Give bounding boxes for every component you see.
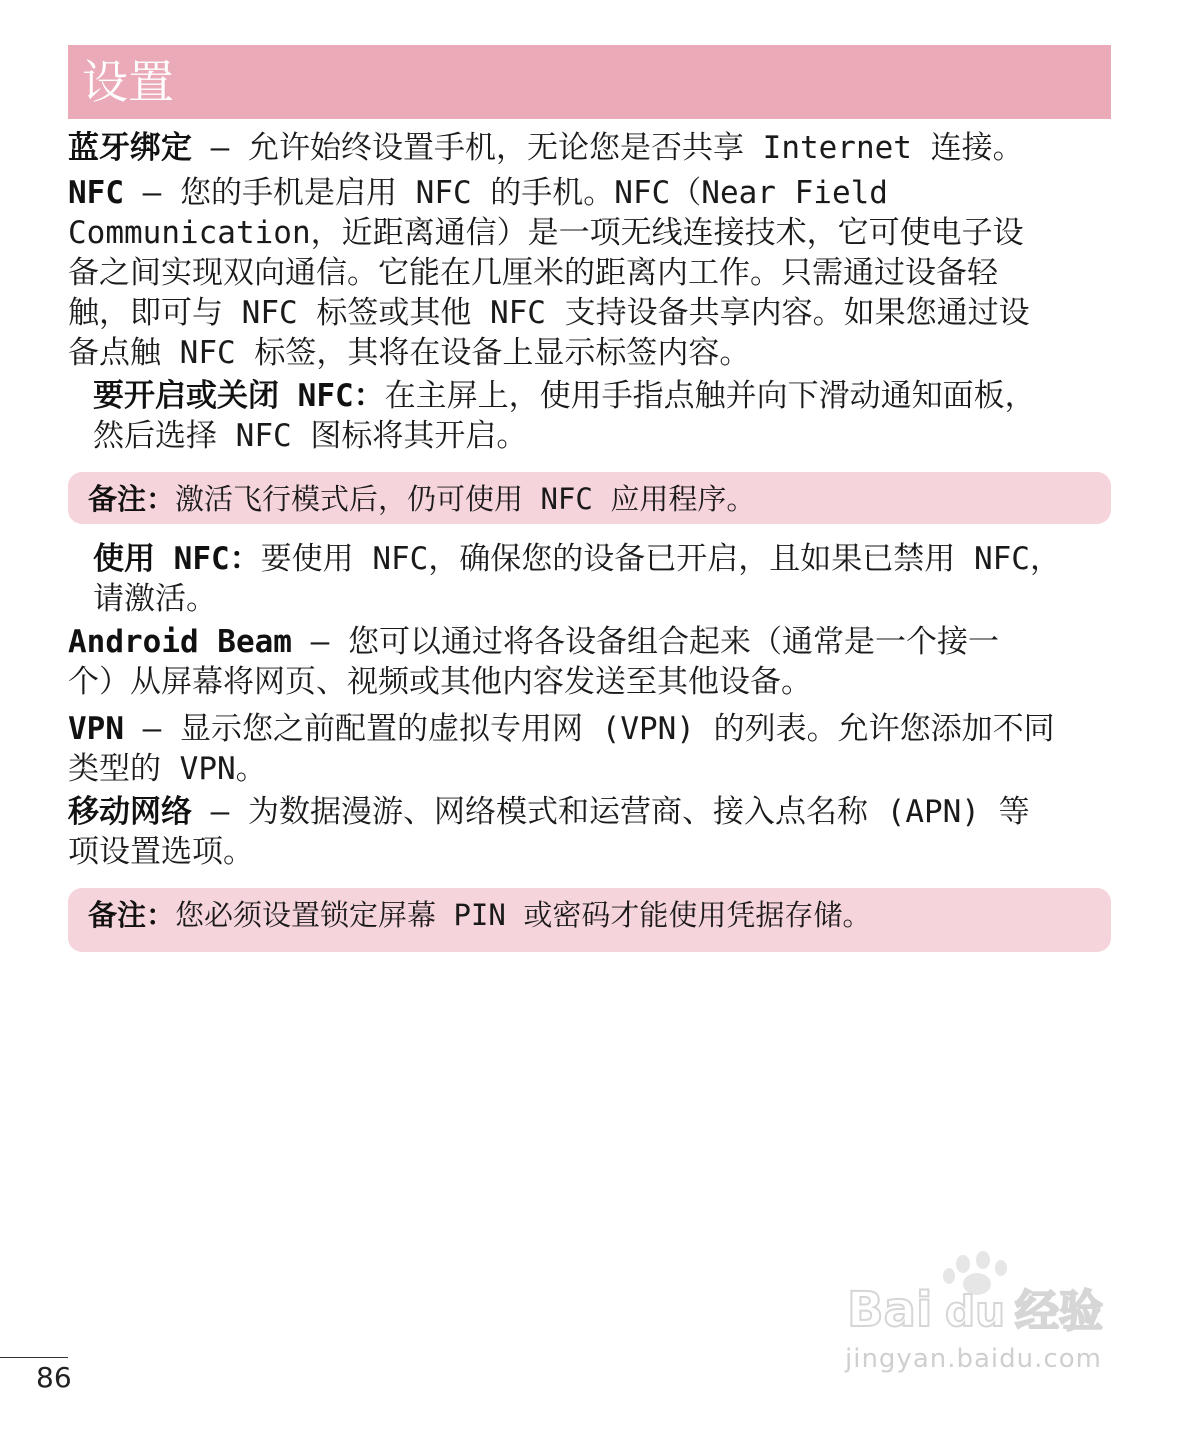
nfc-text-1: – 您的手机是启用 NFC 的手机。NFC（Near Field (124, 175, 888, 211)
section-header (68, 45, 1111, 119)
android-beam-text-2: 个）从屏幕将网页、视频或其他内容发送至其他设备。 (68, 664, 812, 700)
baidu-watermark-logo (845, 1250, 1120, 1335)
nfc-toggle-text-1: 在主屏上，使用手指点触并向下滑动通知面板， (384, 378, 1036, 414)
mobile-network-item (68, 792, 1111, 872)
note-1-text: 激活飞行模式后，仍可使用 NFC 应用程序。 (175, 482, 756, 516)
mobile-network-text-2: 项设置选项。 (68, 834, 254, 870)
nfc-toggle-item (93, 376, 1111, 456)
android-beam-term: Android Beam (68, 624, 292, 660)
mobile-network-text-1: – 为数据漫游、网络模式和运营商、接入点名称 (APN) 等 (192, 794, 1030, 830)
page-title: 设置 (82, 55, 174, 109)
nfc-use-text-2: 请激活。 (93, 581, 217, 617)
nfc-text-5: 备点触 NFC 标签，其将在设备上显示标签内容。 (68, 335, 751, 371)
page-number: 86 (36, 1361, 72, 1394)
bluetooth-text: – 允许始终设置手机，无论您是否共享 Internet 连接。 (192, 130, 1024, 166)
bluetooth-term: 蓝牙绑定 (68, 130, 192, 166)
nfc-text-2: Communication，近距离通信）是一项无线连接技术，它可使电子设 (68, 215, 1024, 251)
nfc-use-term: 使用 NFC： (93, 541, 261, 577)
svg-text:du: du (945, 1287, 1005, 1335)
nfc-term: NFC (68, 175, 124, 211)
android-beam-item (68, 622, 1111, 702)
note-2-label: 备注： (88, 898, 176, 932)
nfc-toggle-text-2: 然后选择 NFC 图标将其开启。 (93, 418, 528, 454)
note-2-text: 您必须设置锁定屏幕 PIN 或密码才能使用凭据存储。 (175, 898, 872, 932)
note-box-2 (68, 888, 1111, 952)
vpn-item (68, 709, 1111, 789)
note-1-label: 备注： (88, 482, 176, 516)
bluetooth-item (68, 128, 1111, 168)
nfc-use-item (93, 539, 1111, 619)
svg-text:经验: 经验 (1015, 1286, 1103, 1335)
nfc-use-text-1: 要使用 NFC，确保您的设备已开启，且如果已禁用 NFC， (260, 541, 1061, 577)
nfc-toggle-term: 要开启或关闭 NFC： (93, 378, 385, 414)
nfc-item (68, 173, 1111, 373)
svg-text:Bai: Bai (847, 1282, 933, 1335)
nfc-text-3: 备之间实现双向通信。它能在几厘米的距离内工作。只需通过设备轻 (68, 255, 998, 291)
vpn-term: VPN (68, 711, 124, 747)
mobile-network-term: 移动网络 (68, 794, 192, 830)
footer-divider (0, 1357, 68, 1358)
nfc-text-4: 触，即可与 NFC 标签或其他 NFC 支持设备共享内容。如果您通过设 (68, 295, 1030, 331)
android-beam-text-1: – 您可以通过将各设备组合起来（通常是一个接一 (291, 624, 999, 660)
watermark-url: jingyan.baidu.com (845, 1344, 1102, 1374)
vpn-text-2: 类型的 VPN。 (68, 751, 267, 787)
vpn-text-1: – 显示您之前配置的虚拟专用网 (VPN) 的列表。允许您添加不同 (124, 711, 1055, 747)
note-box-1 (68, 472, 1111, 524)
